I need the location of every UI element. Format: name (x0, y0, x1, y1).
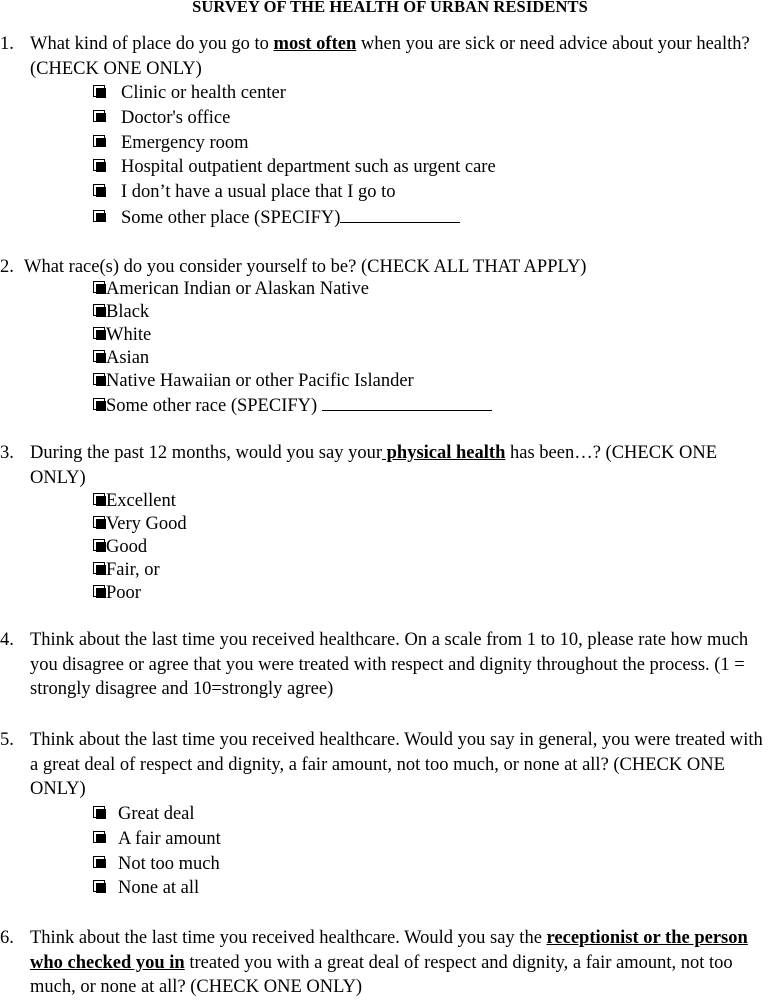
q1-option-no-usual[interactable]: I don’t have a usual place that I go to (93, 180, 496, 205)
question-3 (0, 441, 766, 490)
question-2 (0, 255, 766, 280)
checkbox[interactable] (93, 304, 105, 316)
q2-option-asian[interactable]: Asian (93, 347, 492, 370)
q2-option-black[interactable]: Black (93, 301, 492, 324)
checkbox[interactable] (93, 281, 105, 293)
q2-option-pacific-islander[interactable]: Native Hawaiian or other Pacific Islander (93, 370, 492, 393)
checkbox[interactable] (93, 110, 105, 122)
question-number: 6. (0, 928, 14, 948)
question-text: What kind of place do you go to most often when you are sick or need advice about your health? (CHECK ONE ONLY) (30, 34, 750, 79)
q2-option-white[interactable]: White (93, 324, 492, 347)
question-4 (0, 628, 766, 702)
q3-option-fair[interactable]: Fair, or (93, 559, 187, 582)
checkbox[interactable] (93, 398, 105, 410)
q5-options (93, 802, 221, 901)
emphasis: physical health (382, 443, 506, 463)
q1-option-hospital[interactable]: Hospital outpatient department such as urgent care (93, 155, 496, 180)
question-text: Think about the last time you received healthcare. Would you say the receptionist or the person who checked you in treated you with a great deal of respect and dignity, a fair amount, not too much, or none at all? (CHECK ONE ONLY) (30, 928, 748, 997)
question-1 (0, 32, 766, 81)
checkbox[interactable] (93, 516, 105, 528)
survey-title: SURVEY OF THE HEALTH OF URBAN RESIDENTS (192, 0, 588, 16)
checkbox[interactable] (93, 831, 105, 843)
question-text: Think about the last time you received healthcare. Would you say in general, you were treated with a great deal of respect and dignity, a fair amount, not too much, or none at all? (CHECK ONE ONLY) (30, 730, 763, 799)
question-text: What race(s) do you consider yourself to be? (CHECK ALL THAT APPLY) (24, 257, 587, 277)
question-number: 5. (0, 730, 14, 750)
checkbox[interactable] (93, 135, 105, 147)
q1-option-clinic[interactable]: Clinic or health center (93, 81, 496, 106)
q5-option-great-deal[interactable]: Great deal (93, 802, 221, 827)
q5-option-not-too-much[interactable]: Not too much (93, 852, 221, 877)
checkbox[interactable] (93, 539, 105, 551)
checkbox[interactable] (93, 373, 105, 385)
checkbox[interactable] (93, 562, 105, 574)
question-number: 1. (0, 34, 14, 54)
checkbox[interactable] (93, 210, 105, 222)
question-text: Think about the last time you received healthcare. On a scale from 1 to 10, please rate how much you disagree or agree that you were treated with respect and dignity throughout the process. (1 = strongly disagree and 10=strongly agree) (30, 630, 749, 699)
q1-option-other[interactable]: Some other place (SPECIFY) (93, 205, 496, 230)
checkbox[interactable] (93, 856, 105, 868)
checkbox[interactable] (93, 806, 105, 818)
q3-option-good[interactable]: Good (93, 536, 187, 559)
checkbox[interactable] (93, 184, 105, 196)
question-6 (0, 926, 766, 1000)
q2-options (93, 278, 492, 416)
checkbox[interactable] (93, 350, 105, 362)
q3-option-very-good[interactable]: Very Good (93, 513, 187, 536)
q5-option-fair-amount[interactable]: A fair amount (93, 827, 221, 852)
q1-option-emergency[interactable]: Emergency room (93, 131, 496, 156)
q1-options (93, 81, 496, 230)
q3-option-poor[interactable]: Poor (93, 582, 187, 605)
question-5 (0, 728, 766, 802)
emphasis: most often (273, 34, 357, 54)
question-number: 3. (0, 443, 14, 463)
q2-option-other[interactable]: Some other race (SPECIFY) (93, 393, 492, 416)
specify-blank[interactable] (322, 393, 492, 411)
checkbox[interactable] (93, 585, 105, 597)
checkbox[interactable] (93, 159, 105, 171)
specify-blank[interactable] (340, 205, 460, 223)
checkbox[interactable] (93, 493, 105, 505)
q3-option-excellent[interactable]: Excellent (93, 490, 187, 513)
q1-option-doctor[interactable]: Doctor's office (93, 106, 496, 131)
q3-options (93, 490, 187, 605)
question-number: 4. (0, 630, 14, 650)
checkbox[interactable] (93, 85, 105, 97)
question-number: 2. (0, 257, 14, 277)
checkbox[interactable] (93, 880, 105, 892)
question-text: During the past 12 months, would you say your physical health has been…? (CHECK ONE ONLY) (30, 443, 718, 488)
q5-option-none[interactable]: None at all (93, 876, 221, 901)
q2-option-american-indian[interactable]: American Indian or Alaskan Native (93, 278, 492, 301)
emphasis: receptionist or the person who checked you in (30, 928, 748, 973)
checkbox[interactable] (93, 327, 105, 339)
